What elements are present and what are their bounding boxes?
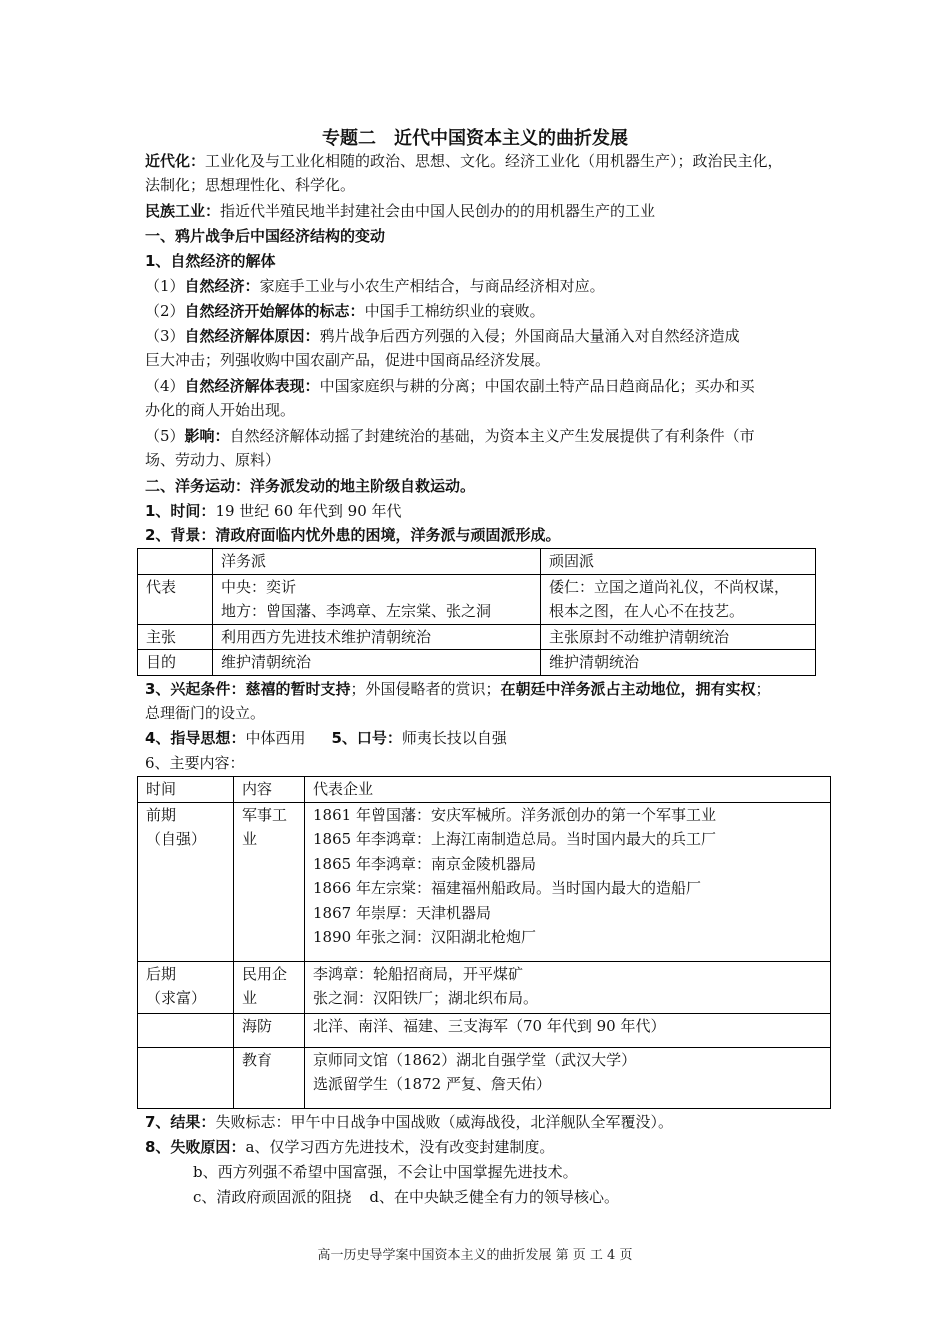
factions-table — [137, 548, 816, 676]
content-heading: 6、主要内容： — [145, 754, 245, 772]
table-cell: 主张 — [138, 624, 213, 650]
table-cell — [138, 1047, 234, 1108]
table-row — [138, 624, 816, 650]
list-item: 李鸿章：轮船招商局，开平煤矿 — [313, 964, 524, 983]
list-item: 1861 年曾国藩：安庆军械所。洋务派创办的第一个军事工业 — [313, 805, 716, 824]
table-cell: 维护清朝统治 — [213, 650, 541, 676]
result-line: 7、结果：失败标志：甲午中日战争中国战败（威海战役，北洋舰队全军覆没）。 — [145, 1113, 673, 1131]
table-cell: 倭仁：立国之道尚礼仪，不尚权谋， 根本之图，在人心不在技艺。 — [541, 574, 816, 624]
list-item: （3）自然经济解体原因：鸦片战争后西方列强的入侵；外国商品大量涌入对自然经济造成 — [145, 327, 740, 345]
table-cell — [305, 802, 831, 961]
conditions-line-cont: 总理衙门的设立。 — [145, 704, 266, 722]
modernization-def: 近代化：工业化及与工业化相随的政治、思想、文化。经济工业化（用机器生产）；政治民主化， — [145, 152, 783, 170]
table-cell: 主张原封不动维护清朝统治 — [541, 624, 816, 650]
failure-line: 8、失败原因：a、仅学习西方先进技术，没有改变封建制度。 — [145, 1138, 555, 1156]
table-cell: 海防 — [234, 1013, 305, 1047]
table-header: 代表企业 — [305, 777, 831, 803]
table-row — [138, 1013, 831, 1047]
section-heading: 一、鸦片战争后中国经济结构的变动 — [145, 227, 386, 245]
list-item: （5）影响：自然经济解体动摇了封建统治的基础，为资本主义产生发展提供了有利条件（市 — [145, 427, 755, 445]
table-cell: 利用西方先进技术维护清朝统治 — [213, 624, 541, 650]
table-header: 洋务派 — [213, 549, 541, 575]
subsection-heading: 1、自然经济的解体 — [145, 252, 276, 270]
list-item-cont: 巨大冲击；列强收购中国农副产品，促进中国商品经济发展。 — [145, 351, 551, 369]
modernization-def-cont: 法制化；思想理性化、科学化。 — [145, 176, 356, 194]
table-header: 顽固派 — [541, 549, 816, 575]
table-row — [138, 549, 816, 575]
table-row — [138, 961, 831, 1013]
time-line: 1、时间：19 世纪 60 年代到 90 年代 — [145, 502, 402, 520]
table-row — [138, 650, 816, 676]
table-cell: 中央：奕䜣 地方：曾国藩、李鸿章、左宗棠、张之洞 — [213, 574, 541, 624]
table-cell: 教育 — [234, 1047, 305, 1108]
term-label: 近代化 — [145, 152, 191, 170]
failure-reason: c、清政府顽固派的阻挠 d、在中央缺乏健全有力的领导核心。 — [193, 1188, 620, 1206]
failure-reason: b、西方列强不希望中国富强，不会让中国掌握先进技术。 — [193, 1163, 578, 1181]
list-item: 1866 年左宗棠：福建福州船政局。当时国内最大的造船厂 — [313, 879, 701, 897]
table-cell — [138, 1013, 234, 1047]
list-item: 选派留学生（1872 严复、詹天佑） — [313, 1075, 551, 1093]
table-row — [138, 574, 816, 624]
table-cell — [305, 1047, 831, 1108]
list-item: 1865 年李鸿章：上海江南制造总局。当时国内最大的兵工厂 — [313, 830, 716, 848]
section-heading: 二、洋务运动：洋务派发动的地主阶级自救运动。 — [145, 477, 476, 495]
term-label: 民族工业 — [145, 202, 206, 220]
table-row — [138, 777, 831, 803]
list-item: 1867 年崇厚：天津机器局 — [313, 903, 491, 922]
table-cell — [138, 549, 213, 575]
table-cell: 民用企 业 — [234, 961, 305, 1013]
list-item: 北洋、南洋、福建、三支海军（70 年代到 90 年代） — [313, 1016, 666, 1035]
table-row — [138, 1047, 831, 1108]
table-header: 内容 — [234, 777, 305, 803]
table-cell: 军事工 业 — [234, 802, 305, 961]
ideology-line: 4、指导思想：中体西用 5、口号：师夷长技以自强 — [145, 729, 507, 747]
list-item-cont: 办化的商人开始出现。 — [145, 401, 296, 419]
table-cell: 代表 — [138, 574, 213, 624]
table-row — [138, 802, 831, 961]
content-table — [137, 776, 831, 1109]
list-item-cont: 场、劳动力、原料） — [145, 451, 281, 469]
list-item: 1865 年李鸿章：南京金陵机器局 — [313, 854, 536, 873]
table-cell: 维护清朝统治 — [541, 650, 816, 676]
page-footer: 高一历史导学案中国资本主义的曲折发展 第 页 工 4 页 — [317, 1248, 633, 1263]
list-item: 京师同文馆（1862）湖北自强学堂（武汉大学） — [313, 1050, 637, 1069]
table-cell: 后期 （求富） — [138, 961, 234, 1013]
list-item: 1890 年张之洞：汉阳湖北枪炮厂 — [313, 928, 536, 946]
table-header: 时间 — [138, 777, 234, 803]
list-item: （2）自然经济开始解体的标志：中国手工棉纺织业的衰败。 — [145, 302, 545, 320]
table-cell: 目的 — [138, 650, 213, 676]
list-item: （1）自然经济：家庭手工业与小农生产相结合，与商品经济相对应。 — [145, 277, 605, 295]
page-title: 专题二 近代中国资本主义的曲折发展 — [322, 128, 628, 149]
conditions-line: 3、兴起条件：慈禧的暂时支持；外国侵略者的赏识；在朝廷中洋务派占主动地位，拥有实权； — [145, 680, 771, 698]
table-cell: 前期 （自强） — [138, 802, 234, 961]
background-line: 2、背景：清政府面临内忧外患的困境，洋务派与顽固派形成。 — [145, 526, 561, 544]
table-cell — [305, 1013, 831, 1047]
table-cell — [305, 961, 831, 1013]
national-industry-def: 民族工业：指近代半殖民地半封建社会由中国人民创办的的用机器生产的工业 — [145, 202, 656, 220]
list-item: （4）自然经济解体表现：中国家庭织与耕的分离；中国农副土特产品日趋商品化；买办和买 — [145, 377, 755, 395]
list-item: 张之洞：汉阳铁厂；湖北织布局。 — [313, 989, 539, 1007]
